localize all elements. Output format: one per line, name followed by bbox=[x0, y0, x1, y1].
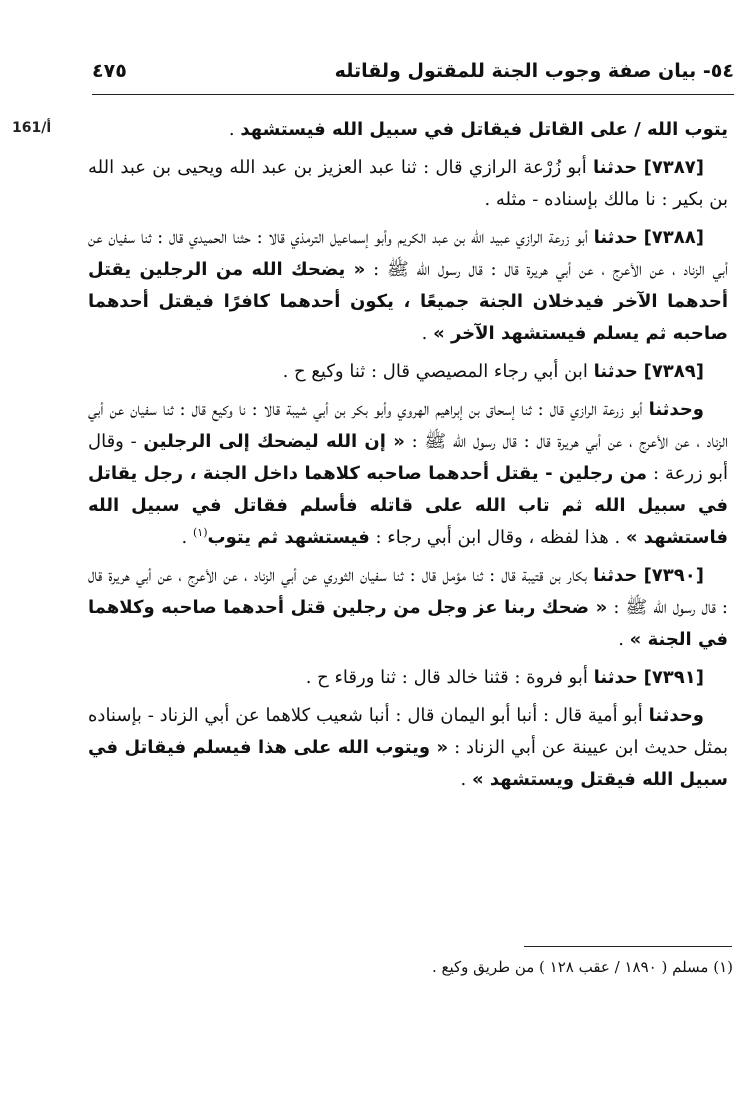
hadith-text: « يضحك الله من الرجلين يقتل أحدهما الآخر فيدخلان الجنة جميعًا ، يكون أحدهما كافرًا فيقتل أحدهما صاحبه ثم يسلم فيستشهد الآخر » bbox=[88, 259, 728, 344]
hadith-number: [٧٣٩١] bbox=[643, 667, 704, 688]
hadith-7391: [٧٣٩١] حدثنا أبو فروة : قثنا خالد قال : ثنا ورقاء ح . bbox=[305, 667, 704, 688]
hadith-number: [٧٣٨٩] bbox=[643, 361, 704, 382]
hadith-7389: [٧٣٨٩] حدثنا ابن أبي رجاء المصيصي قال : ثنا وكيع ح . bbox=[282, 361, 704, 382]
hadith-7390: [٧٣٩٠] حدثنا بكار بن قتيبة قال : ثنا مؤمل قال : ثنا سفيان الثوري عن أبي الزناد ، عن الأعرج ، عن أبي هريرة قال : قال رسول الله ﷺ : « ضحك ربنا عز وجل من رجلين قتل أحدهما صاحبه وكلاهما في الجنة » . bbox=[88, 565, 728, 650]
isnad-text: أبو زُرْعة الرازي قال : ثنا عبد العزيز بن عبد الله ويحيى بن عبد الله بن بكير : نا مالك بإسناده - مثله . bbox=[88, 157, 728, 210]
isnad-text: أبو زرعة الرازي عبيد الله بن عبد الكريم وأبو إسماعيل الترمذي قالا : حثنا الحميدي قال : ثنا سفيان عن أبي الزناد ، عن الأعرج ، عن أبي هريرة قال : قال رسول الله ﷺ : bbox=[88, 227, 728, 280]
isnad-text: أبو فروة : قثنا خالد قال : ثنا ورقاء ح . bbox=[305, 667, 594, 688]
hadith-number: [٧٣٩٠] bbox=[643, 565, 704, 586]
main-text bbox=[88, 114, 728, 802]
hadith-text: من رجلين - يقتل أحدهما صاحبه كلاهما داخل الجنة ، رجل يقاتل في سبيل الله ثم تاب الله على قاتله فأسلم فقاتل في سبيل الله فاستشهد » bbox=[88, 463, 728, 548]
manuscript-folio-note: 161/أ bbox=[12, 120, 52, 136]
hadith-text: « ويتوب الله على هذا فيسلم فيقاتل في سبيل الله فيقتل ويستشهد » bbox=[88, 737, 728, 790]
page-number: ٤٧٥ bbox=[92, 60, 127, 82]
hadith-number: [٧٣٨٨] bbox=[643, 227, 704, 248]
footnote-marker: (١) bbox=[192, 526, 208, 539]
page-header bbox=[92, 58, 734, 95]
isnad-text: ابن أبي رجاء المصيصي قال : ثنا وكيع ح . bbox=[282, 361, 594, 382]
hadith-7388: [٧٣٨٨] حدثنا أبو زرعة الرازي عبيد الله بن عبد الكريم وأبو إسماعيل الترمذي قالا : حثنا الحميدي قال : ثنا سفيان عن أبي الزناد ، عن الأعرج ، عن أبي هريرة قال : قال رسول الله ﷺ : « يضحك الله من الرجلين يقتل أحدهما الآخر فيدخلان الجنة جميعًا ، يكون أحدهما كافرًا فيقتل أحدهما صاحبه ثم يسلم فيستشهد الآخر » . bbox=[88, 227, 728, 344]
hadith-text: « إن الله ليضحك إلى الرجلين bbox=[143, 431, 405, 452]
paragraph-continuation: يتوب الله / على القاتل فيقاتل في سبيل الله فيستشهد . bbox=[228, 119, 728, 140]
hadith-text: فيستشهد ثم يتوب bbox=[207, 527, 370, 548]
hadith-7387: [٧٣٨٧] حدثنا أبو زُرْعة الرازي قال : ثنا عبد العزيز بن عبد الله ويحيى بن عبد الله بن بكير : نا مالك بإسناده - مثله . bbox=[88, 157, 728, 210]
isnad-text: بكار بن قتيبة قال : ثنا مؤمل قال : ثنا سفيان الثوري عن أبي الزناد ، عن الأعرج ، عن أبي هريرة قال : قال رسول الله ﷺ : bbox=[88, 565, 728, 618]
hadith-7389-b: وحدثنا أبو زرعة الرازي قال : ثنا إسحاق بن إبراهيم الهروي وأبو بكر بن أبي شيبة قالا : نا وكيع قال : ثنا سفيان عن أبي الزناد ، عن الأعرج ، عن أبي هريرة قال : قال رسول الله ﷺ : « إن الله ليضحك إلى الرجلين - وقال أبو زرعة : من رجلين - يقتل أحدهما صاحبه كلاهما داخل الجنة ، رجل يقاتل في سبيل الله ثم تاب الله على قاتله فأسلم فقاتل في سبيل الله فاستشهد » . هذا لفظه ، وقال ابن أبي رجاء : فيستشهد ثم يتوب$^{(١)}$ . bbox=[88, 399, 728, 548]
isnad-text: أبو أمية قال : أنبا أبو اليمان قال : أنبا شعيب كلاهما عن أبي الزناد - بإسناده بمثل حديث ابن عيينة عن أبي الزناد : bbox=[88, 705, 729, 758]
hadith-number: [٧٣٨٧] bbox=[643, 157, 704, 178]
isnad-text: أبو زرعة الرازي قال : ثنا إسحاق بن إبراهيم الهروي وأبو بكر بن أبي شيبة قالا : نا وكيع قال : ثنا سفيان عن أبي الزناد ، عن الأعرج ، عن أبي هريرة قال : قال رسول الله ﷺ : bbox=[88, 399, 728, 452]
footnote: (١) مسلم ( ١٨٩٠ / عقب ١٢٨ ) من طريق وكيع . bbox=[431, 958, 733, 976]
hadith-text: يتوب الله / على القاتل فيقاتل في سبيل الله فيستشهد bbox=[240, 119, 728, 140]
hadith-text: « ضحك ربنا عز وجل من رجلين قتل أحدهما صاحبه وكلاهما في الجنة » bbox=[88, 597, 728, 650]
hadith-7391-b: وحدثنا أبو أمية قال : أنبا أبو اليمان قال : أنبا شعيب كلاهما عن أبي الزناد - بإسناده بمثل حديث ابن عيينة عن أبي الزناد : « ويتوب الله على هذا فيسلم فيقاتل في سبيل الله فيقتل ويستشهد » . bbox=[88, 705, 729, 790]
chapter-title: ٥٤- بيان صفة وجوب الجنة للمقتول ولقاتله bbox=[334, 60, 734, 82]
footnote-divider bbox=[524, 946, 732, 947]
